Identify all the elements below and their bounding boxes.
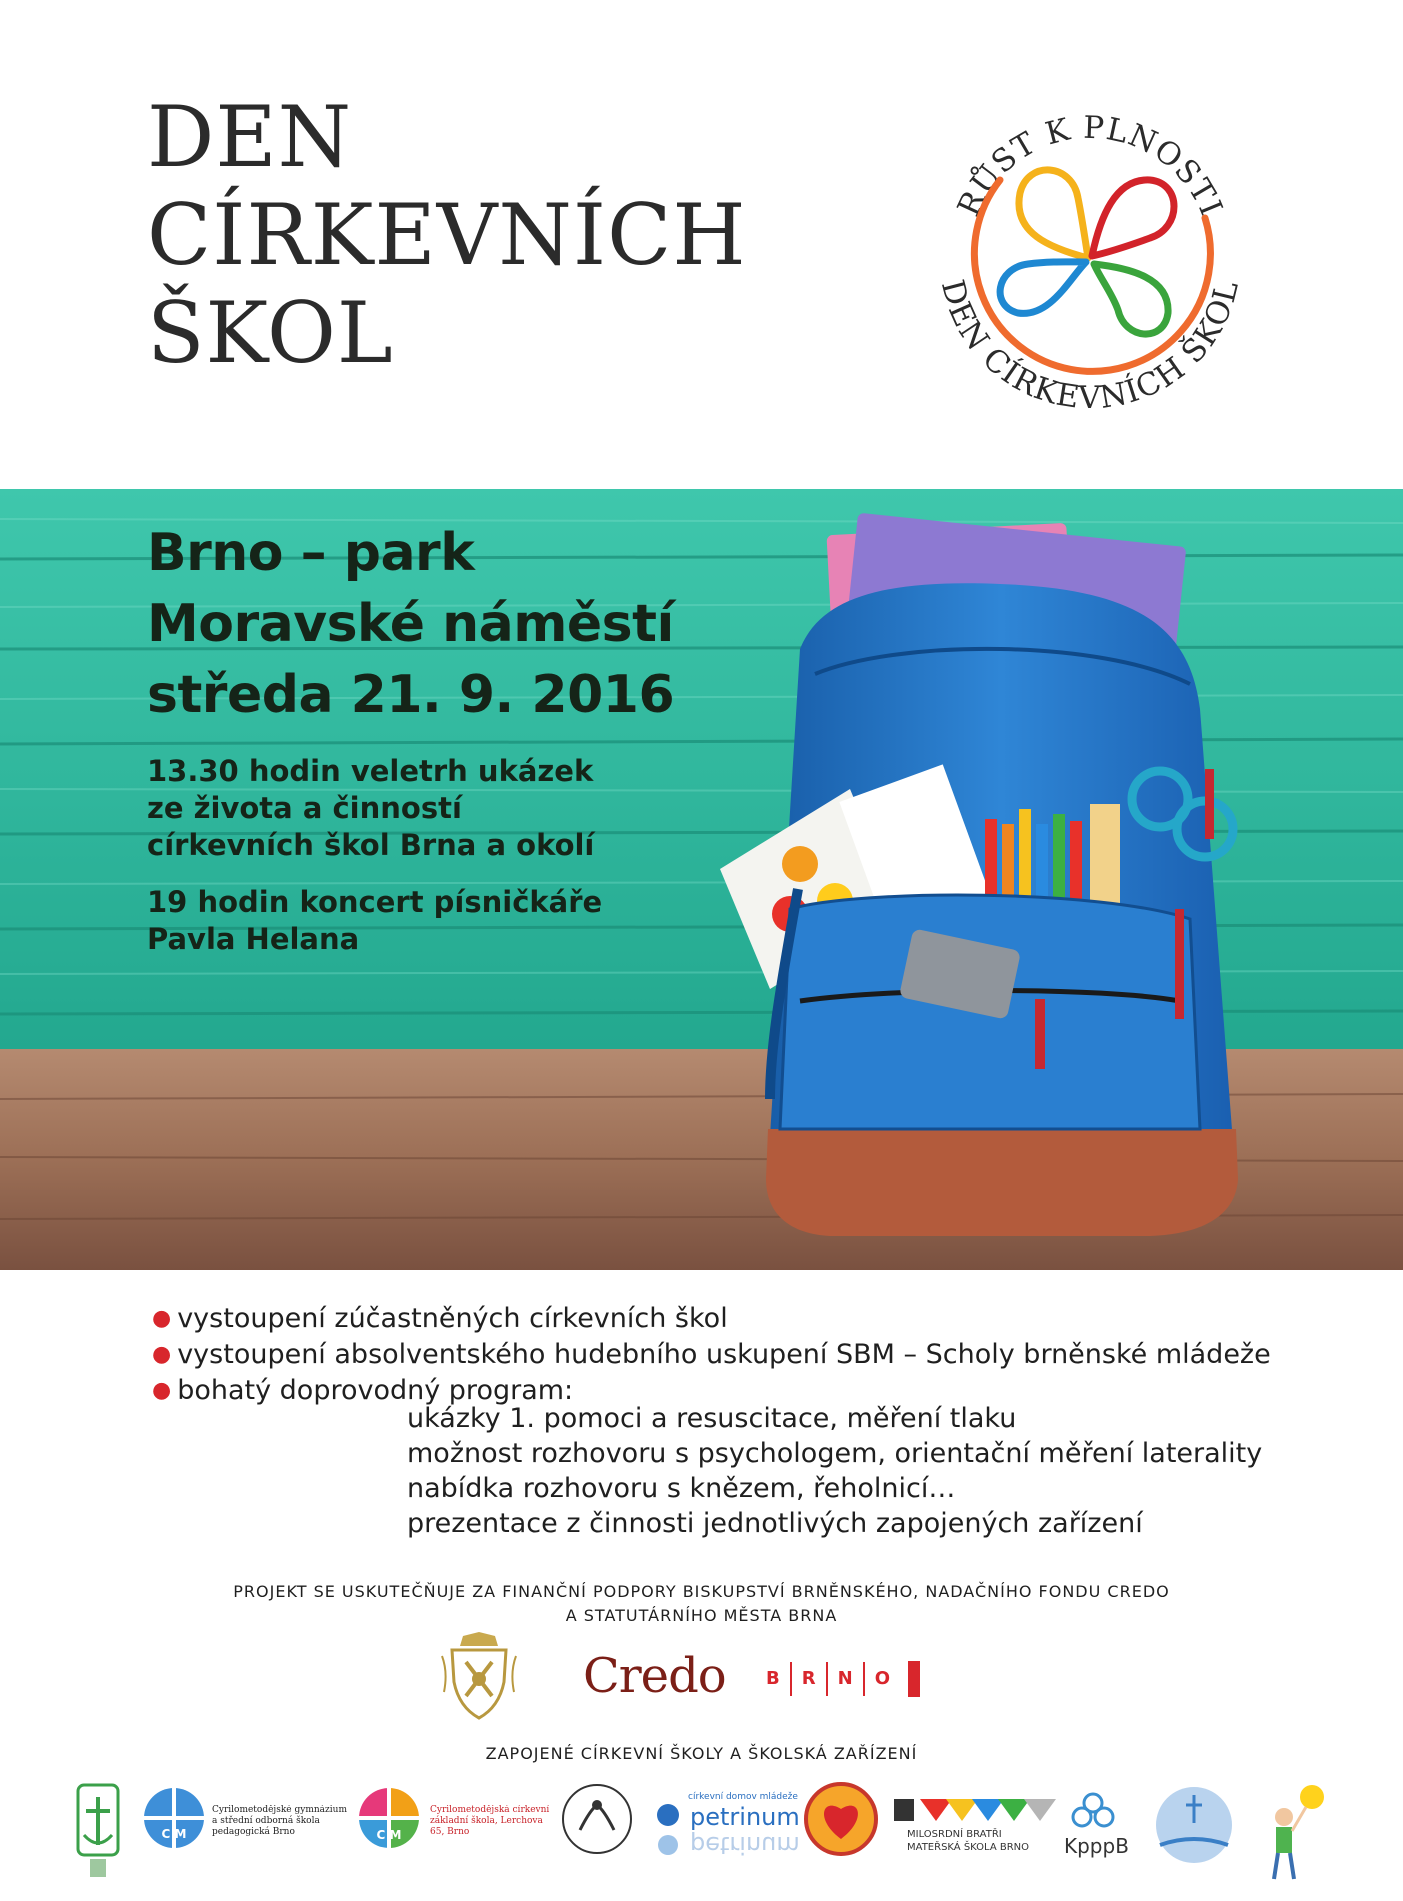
event-info (147, 518, 674, 958)
event-place-2: Moravské náměstí (147, 594, 674, 654)
program-list (152, 1302, 1271, 1410)
hands-school-logo (563, 1785, 631, 1853)
rust-k-plnosti-logo (900, 68, 1280, 448)
petrinum-subtitle: církevní domov mládeže (688, 1792, 798, 1802)
event-concert-line: Pavla Helana (147, 922, 360, 956)
event-fair-line: církevních škol Brna a okolí (147, 828, 595, 862)
program-item: ● bohatý doprovodný program: (152, 1375, 574, 1406)
milosrdni-line-1: MILOSRDNÍ BRATŘI (907, 1829, 1002, 1840)
event-concert-line: 19 hodin koncert písničkáře (147, 885, 603, 919)
partner-1-name: Cyrilometodějské gymnázium a střední odborná škola pedagogická Brno (212, 1805, 347, 1837)
brno-letter: N (828, 1662, 865, 1696)
petrinum-logo (657, 1792, 800, 1859)
brno-letter: R (792, 1662, 828, 1696)
logo-yellow-loop (1019, 170, 1088, 258)
program-subitem: nabídka rozhovoru s knězem, řeholnicí… (407, 1473, 956, 1504)
program-subitem: ukázky 1. pomoci a resuscitace, měření tlaku (407, 1403, 1017, 1434)
kpppb-label: KpppB (1064, 1834, 1129, 1858)
support-line-1: PROJEKT SE USKUTEČŇUJE ZA FINANČNÍ PODPORY BISKUPSTVÍ BRNĚNSKÉHO, NADAČNÍHO FONDU CREDO (233, 1582, 1170, 1601)
bishop-school-crest-icon (78, 1785, 118, 1877)
program-sublist (407, 1401, 1262, 1541)
logo-arc-top: RŮST K PLNOSTI (950, 109, 1230, 222)
logo-red-loop (1092, 180, 1174, 256)
involved-heading: ZAPOJENÉ CÍRKEVNÍ ŠKOLY A ŠKOLSKÁ ZAŘÍZENÍ (485, 1744, 918, 1763)
cm-gymnasium-logo (144, 1788, 204, 1848)
title-line-3: ŠKOL (147, 284, 394, 382)
brno-letter: O (874, 1668, 890, 1689)
petrinum-reflection: petrinum (690, 1831, 800, 1859)
event-fair-line: 13.30 hodin veletrh ukázek (147, 754, 594, 788)
partner-2-name: Cyrilometodějská církevní základní škola, Lerchova 65, Brno (430, 1805, 550, 1837)
event-place-1: Brno – park (147, 523, 475, 583)
bullet-dot-icon: ● (152, 1378, 172, 1403)
title-line-1: DEN (147, 88, 353, 186)
cm-label-2: C M (376, 1828, 402, 1842)
program-item: ● vystoupení absolventského hudebního uskupení SBM – Scholy brněnské mládeže (152, 1339, 1271, 1370)
poster-title (147, 88, 747, 382)
petrinum-name: petrinum (690, 1803, 800, 1831)
program-item: ● vystoupení zúčastněných církevních škol (152, 1303, 728, 1334)
cm-elementary-logo (359, 1788, 419, 1848)
child-with-sun-icon (1274, 1785, 1324, 1879)
brno-red-block (908, 1661, 920, 1697)
partner-logos (0, 1775, 1403, 1901)
logo-green-loop (1094, 264, 1168, 334)
cm-label-1: C M (161, 1827, 187, 1841)
brno-letter: B (756, 1662, 792, 1696)
milosrdni-bratri-logo (894, 1799, 1056, 1853)
catholic-gymnasium-logo (1156, 1787, 1232, 1863)
bullet-dot-icon: ● (152, 1306, 172, 1331)
milosrdni-line-2: MATEŘSKÁ ŠKOLA BRNO (907, 1842, 1030, 1853)
brno-logo (756, 1660, 920, 1698)
title-line-2: CÍRKEVNÍCH (147, 186, 747, 284)
bullet-dot-icon: ● (152, 1342, 172, 1367)
event-date: středa 21. 9. 2016 (147, 665, 675, 725)
logo-arc-bottom: DEN CÍRKEVNÍCH ŠKOL (933, 276, 1247, 417)
support-line-2: A STATUTÁRNÍHO MĚSTA BRNA (565, 1606, 838, 1625)
credo-logo: Credo (583, 1648, 726, 1704)
diocese-coat-of-arms-icon (438, 1632, 520, 1724)
event-fair-line: ze života a činností (147, 791, 462, 825)
program-subitem: možnost rozhovoru s psychologem, orientační měření laterality (407, 1438, 1263, 1469)
svg-text:RŮST K PLNOSTI (951, 110, 1230, 222)
kpppb-logo (1064, 1794, 1129, 1858)
logo-blue-loop (1000, 262, 1086, 314)
program-subitem: prezentace z činnosti jednotlivých zapojených zařízení (407, 1508, 1143, 1539)
social-school-seal-icon (806, 1784, 876, 1854)
